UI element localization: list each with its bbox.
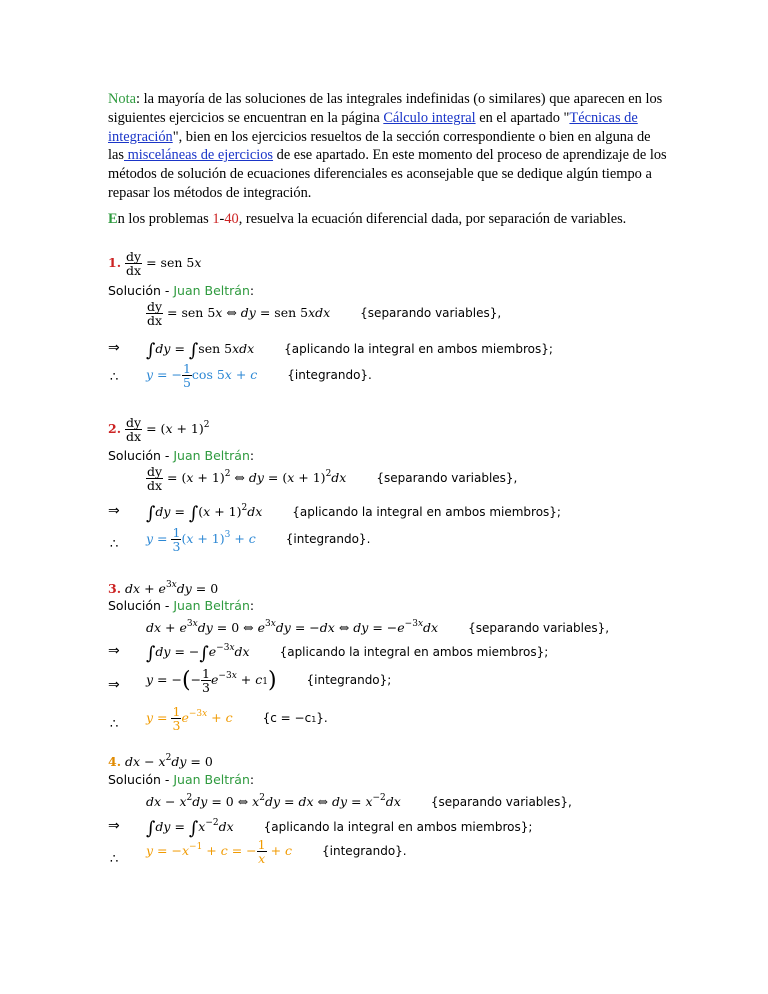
note-c-def: {c = −c bbox=[262, 711, 312, 726]
note-separando: {separando variables}, bbox=[468, 621, 610, 635]
problem-1-number: 1. bbox=[108, 255, 122, 271]
problems-intro bbox=[108, 210, 688, 228]
intro-text-4: de ese apartado. En este momento del proceso de aprendizaje de los métodos de solución de ecuaciones diferenciales es aconsejable que se dedique algún tiempo a repasar los métodos de integración. bbox=[108, 147, 667, 201]
implies-arrow: ⇒ bbox=[108, 677, 120, 693]
problem-2-step-1: $\frac{dy}{dx}$ = $(x + 1)^2$ ⇔ dy = $(x + 1)^2dx$ {separando variables}, bbox=[147, 464, 518, 494]
note-c-def-end: }. bbox=[316, 711, 328, 726]
note-aplicando: {aplicando la integral en ambos miembros}; bbox=[279, 645, 549, 659]
link-calculo-integral[interactable]: Cálculo integral bbox=[383, 109, 476, 126]
implies-arrow: ⇒ bbox=[108, 818, 120, 834]
problem-1-statement: 1. $\frac{dy}{dx}$ = sen 5x bbox=[108, 249, 202, 279]
note-separando: {separando variables}, bbox=[376, 471, 518, 486]
colon: : bbox=[249, 448, 255, 463]
problem-4-step-1: dx − $x^2dy = 0$ ⇔ $x^2dy$ = dx ⇔ dy = $x^{-2}dx$ {separando variables}, bbox=[146, 793, 572, 809]
problem-2-solution-label bbox=[108, 448, 254, 463]
problem-3-step-1: dx + $e^{3x}dy = 0$ ⇔ $e^{3x}dy = -dx$ ⇔ dy = $-e^{-3x}dx$ {separando variables}, bbox=[146, 619, 610, 635]
colon: : bbox=[249, 598, 255, 613]
problem-3-answer: y = $\frac{1}{3}$ $e^{-3x} + c$ {c = −c1}. bbox=[146, 704, 328, 734]
problems-intro-text-b: , resuelva la ecuación diferencial dada, por separación de variables. bbox=[238, 211, 627, 227]
first-letter: E bbox=[108, 211, 118, 227]
link-miscelaneas[interactable]: misceláneas de ejercicios bbox=[124, 147, 274, 164]
therefore-symbol: ∴ bbox=[110, 717, 119, 732]
note-integrando-semicolon: {integrando}; bbox=[306, 673, 392, 688]
implies-arrow: ⇒ bbox=[108, 643, 120, 659]
note-c-def-sub: 1 bbox=[311, 715, 317, 725]
problem-2-statement: 2. $\frac{dy}{dx}$ = $(x + 1)^2$ bbox=[108, 415, 210, 445]
problem-3-number: 3. bbox=[108, 581, 122, 596]
therefore-symbol: ∴ bbox=[110, 370, 119, 385]
colon: : bbox=[249, 283, 255, 298]
author-name: Juan Beltrán bbox=[173, 448, 250, 463]
range-end: 40 bbox=[224, 211, 239, 227]
problem-2-answer: y = $\frac{1}{3}$ $(x + 1)^3 + c$ {integrando}. bbox=[146, 525, 371, 555]
problem-3-solution-label bbox=[108, 598, 254, 613]
problem-1-step-1: $\frac{dy}{dx}$ = sen 5x ⇔ dy = sen 5xdx {separando variables}, bbox=[147, 299, 502, 329]
problem-4-number: 4. bbox=[108, 754, 122, 769]
range-start: 1 bbox=[212, 211, 220, 227]
problem-4-solution-label bbox=[108, 772, 254, 787]
link-tecnicas-integracion[interactable]: Técnicas de integración bbox=[108, 109, 638, 145]
intro-text-1: : la mayoría de las soluciones de las integrales indefinidas (o similares) que aparecen en los siguientes ejercicios se encuentran en la página bbox=[108, 91, 663, 126]
solution-label: Solución - bbox=[108, 598, 174, 613]
colon: : bbox=[249, 772, 255, 787]
problem-3-step-3: y = −(− $\frac{1}{3}$ $e^{-3x} + c1$) {integrando}; bbox=[146, 666, 392, 696]
note-aplicando: {aplicando la integral en ambos miembros}; bbox=[292, 505, 561, 519]
range-dash: - bbox=[219, 211, 225, 227]
nota-label: Nota bbox=[108, 91, 136, 107]
intro-text-2: en el apartado " bbox=[475, 109, 570, 126]
problem-4-statement: 4. dx − $x^2dy = 0$ bbox=[108, 753, 213, 769]
therefore-symbol: ∴ bbox=[110, 852, 119, 867]
author-name: Juan Beltrán bbox=[173, 772, 250, 787]
intro-paragraph bbox=[108, 90, 668, 203]
note-integrando: {integrando}. bbox=[322, 844, 407, 859]
problem-3-statement: 3. dx + $e^{3x}dy = 0$ bbox=[108, 580, 219, 596]
note-aplicando: {aplicando la integral en ambos miembros}; bbox=[263, 820, 533, 834]
problems-intro-text-a: n los problemas bbox=[117, 211, 213, 227]
author-name: Juan Beltrán bbox=[173, 598, 250, 613]
note-aplicando: {aplicando la integral en ambos miembros}; bbox=[284, 342, 553, 356]
problem-2-step-2: $\int dy = \int(x + 1)^2dx$ {aplicando la integral en ambos miembros}; bbox=[146, 503, 561, 524]
problem-1-solution-label bbox=[108, 283, 254, 298]
implies-arrow: ⇒ bbox=[108, 340, 120, 356]
note-integrando: {integrando}. bbox=[285, 532, 371, 547]
problem-2-number: 2. bbox=[108, 421, 122, 437]
solution-label: Solución - bbox=[108, 283, 174, 298]
problem-3-step-2: $\int dy = -\int e^{-3x}dx$ {aplicando la integral en ambos miembros}; bbox=[146, 643, 549, 664]
problem-4-answer: $y = -x^{-1} + c$ = − $\frac{1}{x}$ + c {integrando}. bbox=[146, 837, 407, 867]
problem-1-answer: y = − $\frac{1}{5}$ cos 5x + c {integrando}. bbox=[146, 361, 372, 391]
problem-4-step-2: $\int dy = \int x^{-2}dx$ {aplicando la integral en ambos miembros}; bbox=[146, 818, 533, 839]
solution-label: Solución - bbox=[108, 772, 174, 787]
intro-text-3: ", bien en los ejercicios resueltos de la sección correspondiente o bien en alguna de las bbox=[108, 128, 651, 164]
author-name: Juan Beltrán bbox=[173, 283, 250, 298]
note-integrando: {integrando}. bbox=[287, 368, 372, 383]
solution-label: Solución - bbox=[108, 448, 174, 463]
note-separando: {separando variables}, bbox=[360, 306, 502, 321]
therefore-symbol: ∴ bbox=[110, 537, 119, 552]
problem-1-step-2: ∫dy = ∫sen 5xdx {aplicando la integral en ambos miembros}; bbox=[146, 340, 553, 361]
note-separando: {separando variables}, bbox=[430, 795, 572, 809]
implies-arrow: ⇒ bbox=[108, 503, 120, 519]
